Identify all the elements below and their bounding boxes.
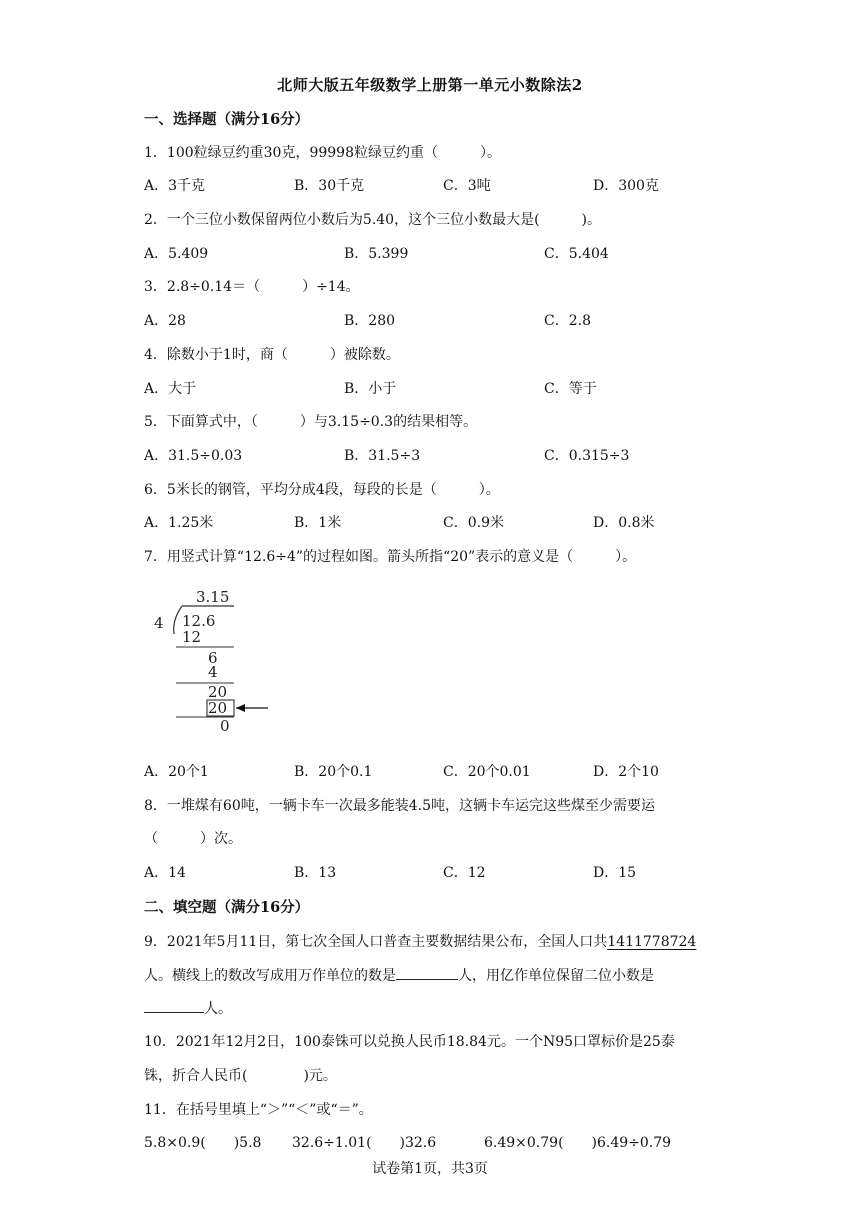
option-c[interactable]: C．等于 bbox=[544, 381, 597, 397]
question-9-line-1 bbox=[144, 931, 696, 951]
option-a[interactable]: A．20个1 bbox=[144, 764, 209, 780]
option-d[interactable]: D．300克 bbox=[593, 178, 659, 194]
option-a[interactable]: A．大于 bbox=[144, 381, 197, 397]
section-heading-fill: 二、填空题（满分16分） bbox=[144, 899, 310, 916]
option-a[interactable]: A．31.5÷0.03 bbox=[144, 448, 243, 464]
question-9-line-2 bbox=[144, 965, 654, 985]
question-10-line-2: 铢，折合人民币( )元。 bbox=[144, 1068, 337, 1084]
question-7-options bbox=[144, 761, 744, 781]
question-10-line-1: 10．2021年12月2日，100泰铢可以兑换人民币18.84元。一个N95口罩标价是25泰 bbox=[144, 1034, 675, 1050]
population-number: 1411778724 bbox=[607, 934, 697, 950]
option-b[interactable]: B．1米 bbox=[294, 515, 342, 531]
question-3-options bbox=[144, 310, 744, 330]
question-5: 5．下面算式中，（ ）与3.15÷0.3的结果相等。 bbox=[144, 414, 478, 430]
question-2-options bbox=[144, 243, 744, 263]
divisor-label: 4 bbox=[154, 614, 164, 632]
step-1-remainder: 6 bbox=[208, 649, 218, 667]
option-a[interactable]: A．14 bbox=[144, 865, 186, 881]
option-c[interactable]: C．20个0.01 bbox=[443, 764, 531, 780]
compare-item-2[interactable]: 32.6÷1.01( )32.6 bbox=[292, 1135, 437, 1151]
option-c[interactable]: C．0.9米 bbox=[443, 515, 504, 531]
option-b[interactable]: B．13 bbox=[294, 865, 337, 881]
option-a[interactable]: A．5.409 bbox=[144, 246, 209, 262]
question-1-options bbox=[144, 175, 744, 195]
step-2-product: 4 bbox=[208, 663, 218, 681]
quotient-label: 3.15 bbox=[196, 588, 230, 606]
option-b[interactable]: B．小于 bbox=[344, 381, 397, 397]
option-b[interactable]: B．280 bbox=[344, 313, 396, 329]
question-3: 3．2.8÷0.14＝（ ）÷14。 bbox=[144, 279, 360, 295]
option-c[interactable]: C．3吨 bbox=[443, 178, 491, 194]
question-2: 2．一个三位小数保留两位小数后为5.40，这个三位小数最大是( )。 bbox=[144, 212, 602, 228]
option-c[interactable]: C．5.404 bbox=[544, 246, 609, 262]
option-a[interactable]: A．3千克 bbox=[144, 178, 206, 194]
option-c[interactable]: C．2.8 bbox=[544, 313, 591, 329]
question-6: 6．5米长的钢管，平均分成4段，每段的长是（ ）。 bbox=[144, 482, 500, 498]
step-2-remainder: 20 bbox=[208, 683, 228, 701]
question-7: 7．用竖式计算“12.6÷4”的过程如图。箭头所指“20”表示的意义是（ ）。 bbox=[144, 549, 637, 565]
question-8-line-1: 8．一堆煤有60吨，一辆卡车一次最多能装4.5吨，这辆卡车运完这些煤至少需要运 bbox=[144, 798, 655, 814]
question-6-options bbox=[144, 512, 744, 532]
compare-item-1[interactable]: 5.8×0.9( )5.8 bbox=[144, 1135, 262, 1151]
question-1: 1．100粒绿豆约重30克，99998粒绿豆约重（ ）。 bbox=[144, 145, 501, 161]
option-d[interactable]: D．15 bbox=[593, 865, 637, 881]
compare-item-3[interactable]: 6.49×0.79( )6.49÷0.79 bbox=[484, 1135, 672, 1151]
option-c[interactable]: C．0.315÷3 bbox=[544, 448, 630, 464]
option-a[interactable]: A．28 bbox=[144, 313, 186, 329]
answer-blank[interactable] bbox=[396, 965, 458, 980]
question-5-options bbox=[144, 445, 744, 465]
question-8-options bbox=[144, 862, 744, 882]
final-remainder: 0 bbox=[220, 717, 230, 735]
question-9-text-2b: 人，用亿作单位保留二位小数是 bbox=[458, 968, 654, 984]
question-9-line-3 bbox=[144, 998, 232, 1018]
page-footer: 试卷第1页，共3页 bbox=[372, 1161, 488, 1177]
option-c[interactable]: C．12 bbox=[443, 865, 486, 881]
question-11-items bbox=[144, 1132, 744, 1152]
step-3-product-boxed: 20 bbox=[208, 699, 228, 717]
option-b[interactable]: B．5.399 bbox=[344, 246, 409, 262]
step-1-product: 12 bbox=[182, 628, 202, 646]
option-b[interactable]: B．31.5÷3 bbox=[344, 448, 421, 464]
option-d[interactable]: D．2个10 bbox=[593, 764, 659, 780]
question-4-options bbox=[144, 378, 744, 398]
question-9-text-2a: 人。横线上的数改写成用万作单位的数是 bbox=[144, 968, 396, 984]
option-b[interactable]: B．30千克 bbox=[294, 178, 365, 194]
question-4: 4．除数小于1时，商（ ）被除数。 bbox=[144, 347, 400, 363]
option-b[interactable]: B．20个0.1 bbox=[294, 764, 373, 780]
question-9-text-3: 人。 bbox=[204, 1001, 232, 1017]
question-9-text: 9．2021年5月11日，第七次全国人口普查主要数据结果公布，全国人口共 bbox=[144, 934, 608, 950]
dividend-label: 12.6 bbox=[182, 612, 216, 630]
option-d[interactable]: D．0.8米 bbox=[593, 515, 655, 531]
page-title: 北师大版五年级数学上册第一单元小数除法2 bbox=[277, 76, 583, 94]
answer-blank[interactable] bbox=[144, 998, 204, 1013]
question-11: 11．在括号里填上“＞”“＜”或“＝”。 bbox=[144, 1102, 373, 1118]
long-division-figure bbox=[150, 584, 280, 736]
section-heading-choice: 一、选择题（满分16分） bbox=[144, 111, 310, 128]
option-a[interactable]: A．1.25米 bbox=[144, 515, 214, 531]
question-8-line-2: （ ）次。 bbox=[144, 831, 242, 847]
